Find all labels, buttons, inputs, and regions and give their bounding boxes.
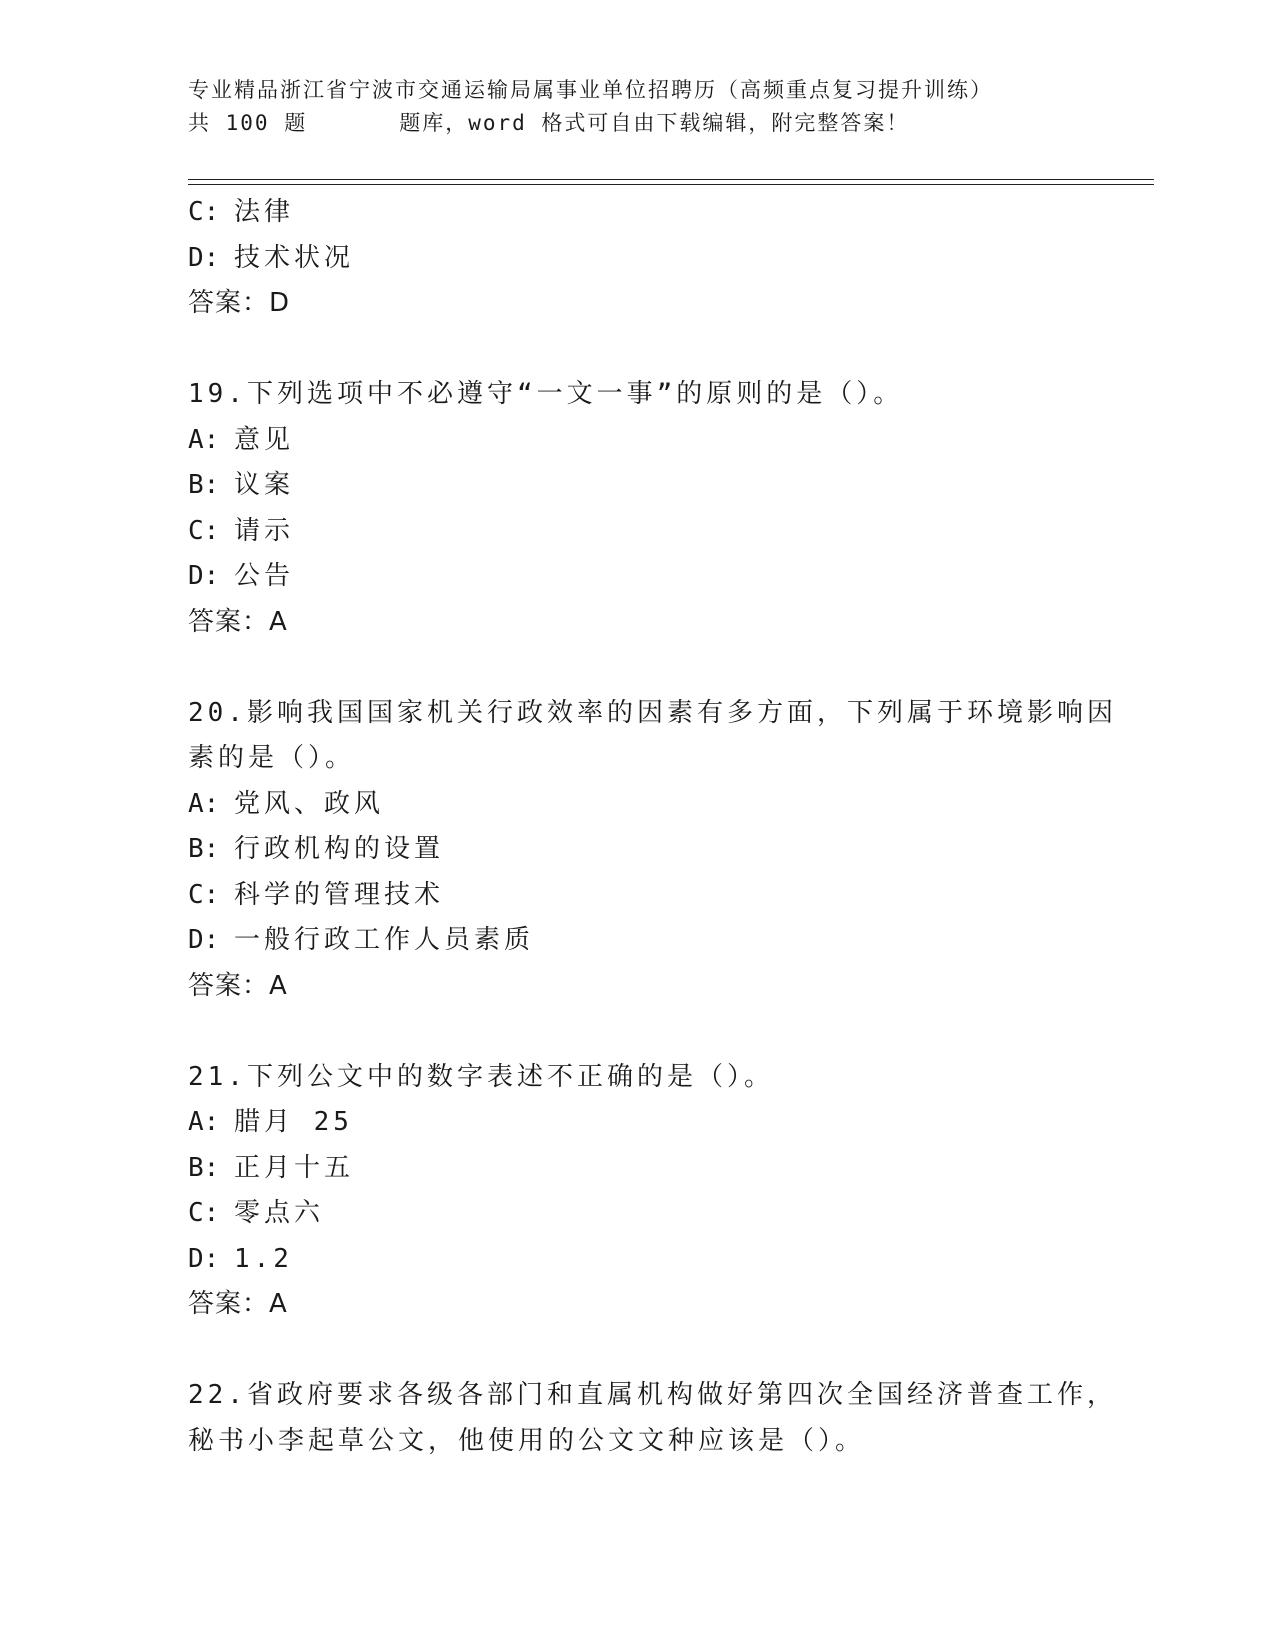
option-key: D:: [188, 1243, 220, 1274]
option-key: B:: [188, 470, 220, 500]
option-key: A:: [188, 788, 220, 819]
answer-option: [188, 1191, 1138, 1237]
option-text: 一般行政工作人员素质: [234, 925, 535, 955]
answer-option: [188, 418, 1138, 464]
option-key: C:: [188, 515, 220, 546]
answer-option: [188, 1100, 1138, 1146]
option-text: 意见: [234, 424, 295, 455]
option-text: 行政机构的设置: [234, 834, 445, 864]
answer-option: [188, 1237, 1138, 1283]
option-key: C:: [188, 197, 220, 227]
question-list: [188, 190, 1138, 1464]
answer-line: 答案：A: [188, 606, 288, 637]
answer-option: [188, 190, 1138, 236]
block-spacer: [188, 645, 1138, 691]
option-text: 议案: [234, 470, 295, 500]
answer-line: 答案：A: [188, 970, 288, 1001]
answer-line: 答案：D: [188, 288, 291, 318]
option-key: B:: [188, 834, 220, 864]
header-title-line: 专业精品浙江省宁波市交通运输局属事业单位招聘历（高频重点复习提升训练）: [188, 78, 993, 102]
answer-option: [188, 236, 1138, 282]
header-subtitle-line: [188, 107, 1088, 140]
question-text: 19.下列选项中不必遵守“一文一事”的原则的是（）。: [188, 379, 904, 409]
question-text: 21.下列公文中的数字表述不正确的是（）。: [188, 1061, 774, 1092]
answer-line: 答案：A: [188, 1289, 288, 1319]
option-key: A:: [188, 424, 220, 455]
option-key: A:: [188, 1107, 220, 1137]
option-key: D:: [188, 561, 220, 591]
block-spacer: [188, 327, 1138, 373]
header-description: 题库，word 格式可自由下载编辑，附完整答案！: [399, 111, 910, 135]
option-text: 党风、政风: [234, 788, 385, 819]
answer-option: [188, 918, 1138, 964]
answer-option: [188, 827, 1138, 873]
answer-option: [188, 1146, 1138, 1192]
option-text: 零点六: [234, 1198, 325, 1228]
option-text: 1.2: [234, 1243, 293, 1274]
answer-option: [188, 554, 1138, 600]
header-question-count: 共 100 题: [188, 111, 308, 135]
block-spacer: [188, 1328, 1138, 1374]
option-key: B:: [188, 1152, 220, 1183]
header-rule-top: [188, 179, 1154, 180]
question-text: 20.影响我国国家机关行政效率的因素有多方面，下列属于环境影响因: [188, 697, 1117, 728]
answer-option: [188, 463, 1138, 509]
option-text: 腊月 25: [234, 1107, 353, 1137]
option-key: D:: [188, 925, 220, 955]
option-text: 法律: [234, 197, 295, 227]
page-header: [188, 74, 1088, 140]
question-text: 素的是（）。: [188, 743, 356, 773]
option-key: C:: [188, 1198, 220, 1228]
answer-option: [188, 509, 1138, 555]
question-text: 秘书小李起草公文，他使用的公文文种应该是（）。: [188, 1425, 866, 1456]
option-key: D:: [188, 242, 220, 273]
header-rule-bottom: [188, 184, 1154, 185]
option-text: 请示: [234, 515, 295, 546]
option-text: 科学的管理技术: [234, 879, 445, 910]
option-text: 正月十五: [234, 1152, 355, 1183]
option-text: 技术状况: [234, 242, 355, 273]
option-text: 公告: [234, 561, 295, 591]
answer-option: [188, 873, 1138, 919]
answer-option: [188, 782, 1138, 828]
block-spacer: [188, 1009, 1138, 1055]
question-text: 22.省政府要求各级各部门和直属机构做好第四次全国经济普查工作，: [188, 1380, 1117, 1410]
option-key: C:: [188, 879, 220, 910]
